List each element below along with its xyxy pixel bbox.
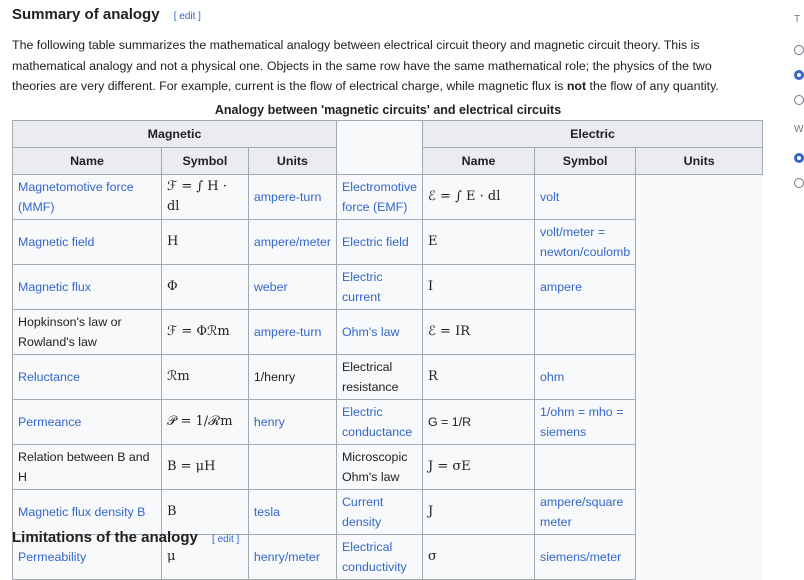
table-row	[13, 265, 763, 310]
name-cell: Relation between B and H	[13, 445, 162, 490]
section-title: Limitations of the analogy	[12, 529, 198, 546]
symbol-cell: G = 1/R	[423, 400, 535, 445]
symbol-cell: J	[423, 490, 535, 535]
symbol-cell: ℰ = ∫ E · dl	[423, 175, 535, 220]
symbol-cell: Φ	[161, 265, 248, 310]
appearance-sidebar	[780, 0, 804, 554]
link-henry[interactable]: henry	[253, 415, 285, 429]
name-cell: Hopkinson's law or Rowland's law	[13, 310, 162, 355]
col-header-symbol: Symbol	[161, 148, 248, 175]
name-cell: Electrical resistance	[336, 355, 422, 400]
link-ohm[interactable]: ohm	[540, 370, 565, 384]
link-ampere-turn[interactable]: ampere-turn	[253, 325, 322, 339]
edit-link-wrapper: [ edit ]	[212, 534, 240, 545]
link-volt-meter[interactable]: volt/meter = newton/coulomb	[540, 225, 631, 259]
units-cell	[535, 310, 636, 355]
section-heading-limitations	[12, 529, 239, 546]
link-permeability[interactable]: Permeability	[18, 550, 87, 564]
column-gap	[336, 121, 422, 175]
link-magnetomotive-force[interactable]: Magnetomotive force (MMF)	[18, 180, 134, 214]
section-title: Summary of analogy	[12, 6, 160, 23]
radio-option[interactable]	[794, 95, 804, 105]
sidebar-label: T	[794, 14, 801, 25]
intro-bold: not	[566, 79, 587, 93]
group-header-electric: Electric	[423, 121, 763, 148]
section-heading-summary	[12, 6, 201, 23]
symbol-cell: ℱ = Φℛm	[161, 310, 248, 355]
link-ampere[interactable]: ampere	[540, 280, 583, 294]
intro-text-1: The following table summarizes the mathematical analogy between electrical circuit theory and magnetic circuit theory. This is mathematical analogy and not a physical one. Objects in the same row have the same mathematical role; the physics of the two theories are very different. For example, current is the flow of electrical charge, while magnetic flux is	[12, 38, 712, 93]
col-header-symbol: Symbol	[535, 148, 636, 175]
table-row	[13, 490, 763, 535]
link-electrical-conductivity[interactable]: Electrical conductivity	[341, 540, 407, 574]
sidebar-label: W	[794, 124, 804, 135]
edit-link-wrapper: [ edit ]	[173, 11, 201, 22]
table-row	[13, 220, 763, 265]
table-row	[13, 445, 763, 490]
units-cell	[535, 445, 636, 490]
col-header-name: Name	[423, 148, 535, 175]
link-tesla[interactable]: tesla	[253, 505, 281, 519]
group-header-magnetic: Magnetic	[13, 121, 337, 148]
radio-option[interactable]	[794, 178, 804, 188]
symbol-cell: ℱ = ∫ H · dl	[161, 175, 248, 220]
symbol-cell: B = μH	[161, 445, 248, 490]
link-henry-meter[interactable]: henry/meter	[253, 550, 320, 564]
table-row	[13, 310, 763, 355]
link-magnetic-field[interactable]: Magnetic field	[18, 235, 95, 249]
link-volt[interactable]: volt	[540, 190, 560, 204]
link-current-density[interactable]: Current density	[341, 495, 384, 529]
symbol-cell: R	[423, 355, 535, 400]
link-electric-current[interactable]: Electric current	[341, 270, 383, 304]
symbol-cell: H	[161, 220, 248, 265]
symbol-cell: I	[423, 265, 535, 310]
link-magnetic-flux[interactable]: Magnetic flux	[18, 280, 92, 294]
col-header-name: Name	[13, 148, 162, 175]
link-weber[interactable]: weber	[253, 280, 288, 294]
link-siemens[interactable]: 1/ohm = mho = siemens	[540, 405, 624, 439]
link-electric-conductance[interactable]: Electric conductance	[341, 405, 413, 439]
symbol-cell: B	[161, 490, 248, 535]
link-siemens-meter[interactable]: siemens/meter	[540, 550, 622, 564]
radio-option-selected[interactable]	[794, 70, 804, 80]
symbol-cell: E	[423, 220, 535, 265]
analogy-table	[12, 120, 763, 580]
link-electromotive-force[interactable]: Electromotive force (EMF)	[341, 180, 418, 214]
intro-paragraph	[12, 35, 752, 97]
link-magnetic-flux-density[interactable]: Magnetic flux density B	[18, 505, 146, 519]
symbol-cell: ℰ = IR	[423, 310, 535, 355]
symbol-cell: J = σE	[423, 445, 535, 490]
link-ampere-square-meter[interactable]: ampere/square meter	[540, 495, 624, 529]
edit-link[interactable]: edit	[179, 11, 196, 22]
link-electric-field[interactable]: Electric field	[341, 235, 409, 249]
table-row	[13, 175, 763, 220]
name-cell: Microscopic Ohm's law	[336, 445, 422, 490]
col-header-units: Units	[248, 148, 336, 175]
radio-option[interactable]	[794, 45, 804, 55]
link-reluctance[interactable]: Reluctance	[18, 370, 80, 384]
link-ohms-law[interactable]: Ohm's law	[341, 325, 400, 339]
link-ampere-meter[interactable]: ampere/meter	[253, 235, 331, 249]
intro-text-2: the flow of any quantity.	[586, 79, 719, 93]
symbol-cell: ℛm	[161, 355, 248, 400]
units-cell	[248, 445, 336, 490]
edit-link[interactable]: edit	[217, 534, 234, 545]
table-caption: Analogy between 'magnetic circuits' and electrical circuits	[214, 103, 562, 117]
table-row	[13, 400, 763, 445]
symbol-cell: σ	[423, 535, 535, 580]
table-row	[13, 355, 763, 400]
link-ampere-turn[interactable]: ampere-turn	[253, 190, 322, 204]
link-permeance[interactable]: Permeance	[18, 415, 82, 429]
radio-option-selected[interactable]	[794, 153, 804, 163]
symbol-cell: 𝒫 = 1/ℛm	[161, 400, 248, 445]
col-header-units: Units	[636, 148, 763, 175]
units-cell: 1/henry	[248, 355, 336, 400]
symbol-cell: μ	[161, 535, 248, 580]
